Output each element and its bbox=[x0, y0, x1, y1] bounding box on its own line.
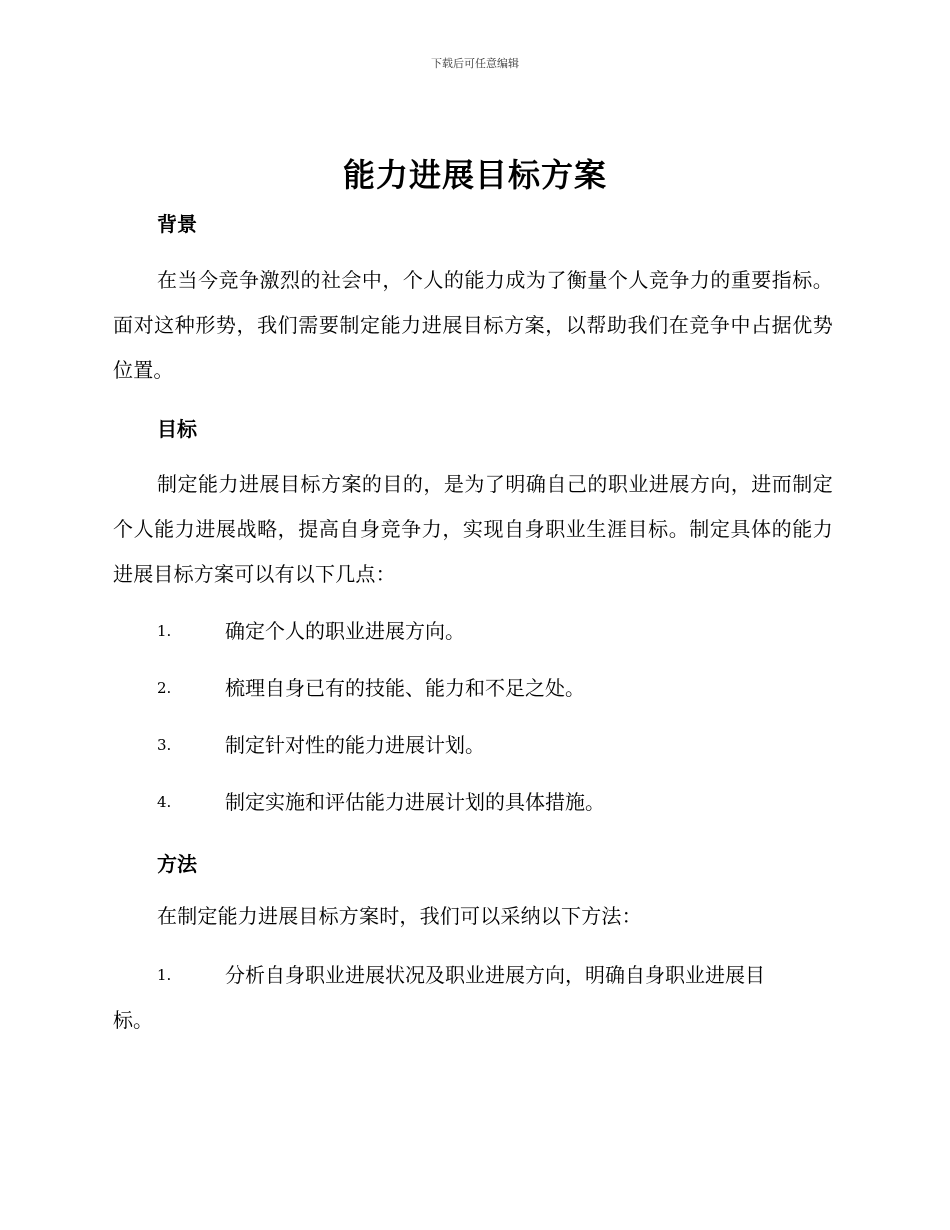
header-note: 下载后可任意编辑 bbox=[431, 57, 519, 70]
background-paragraph: 在当今竞争激烈的社会中，个人的能力成为了衡量个人竞争力的重要指标。面对这种形势，我们需要制定能力进展目标方案，以帮助我们在竞争中占据优势位置。 bbox=[113, 268, 833, 382]
section-heading-background: 背景 bbox=[157, 212, 197, 236]
list-number: 1. bbox=[157, 622, 172, 640]
list-item-text: 梳理自身已有的技能、能力和不足之处。 bbox=[225, 676, 585, 700]
list-number: 2. bbox=[157, 679, 172, 697]
section-heading-goal: 目标 bbox=[157, 417, 197, 441]
goal-paragraph: 制定能力进展目标方案的目的，是为了明确自己的职业进展方向，进而制定个人能力进展战略，提高自身竞争力，实现自身职业生涯目标。制定具体的能力进展目标方案可以有以下几点： bbox=[113, 472, 833, 586]
list-number: 1. bbox=[157, 966, 172, 984]
list-item-text: 确定个人的职业进展方向。 bbox=[225, 619, 465, 643]
list-number: 4. bbox=[157, 793, 172, 811]
list-item-text-line2: 标。 bbox=[113, 1008, 153, 1032]
list-item bbox=[113, 953, 833, 1043]
list-number: 3. bbox=[157, 736, 172, 754]
page-title: 能力进展目标方案 bbox=[342, 156, 607, 194]
list-item-text: 制定实施和评估能力进展计划的具体措施。 bbox=[225, 790, 605, 814]
method-paragraph: 在制定能力进展目标方案时，我们可以采纳以下方法： bbox=[157, 904, 642, 928]
list-item-text-line1: 分析自身职业进展状况及职业进展方向，明确自身职业进展目 bbox=[225, 963, 765, 987]
section-heading-method: 方法 bbox=[157, 852, 197, 876]
list-item-text: 制定针对性的能力进展计划。 bbox=[225, 733, 485, 757]
